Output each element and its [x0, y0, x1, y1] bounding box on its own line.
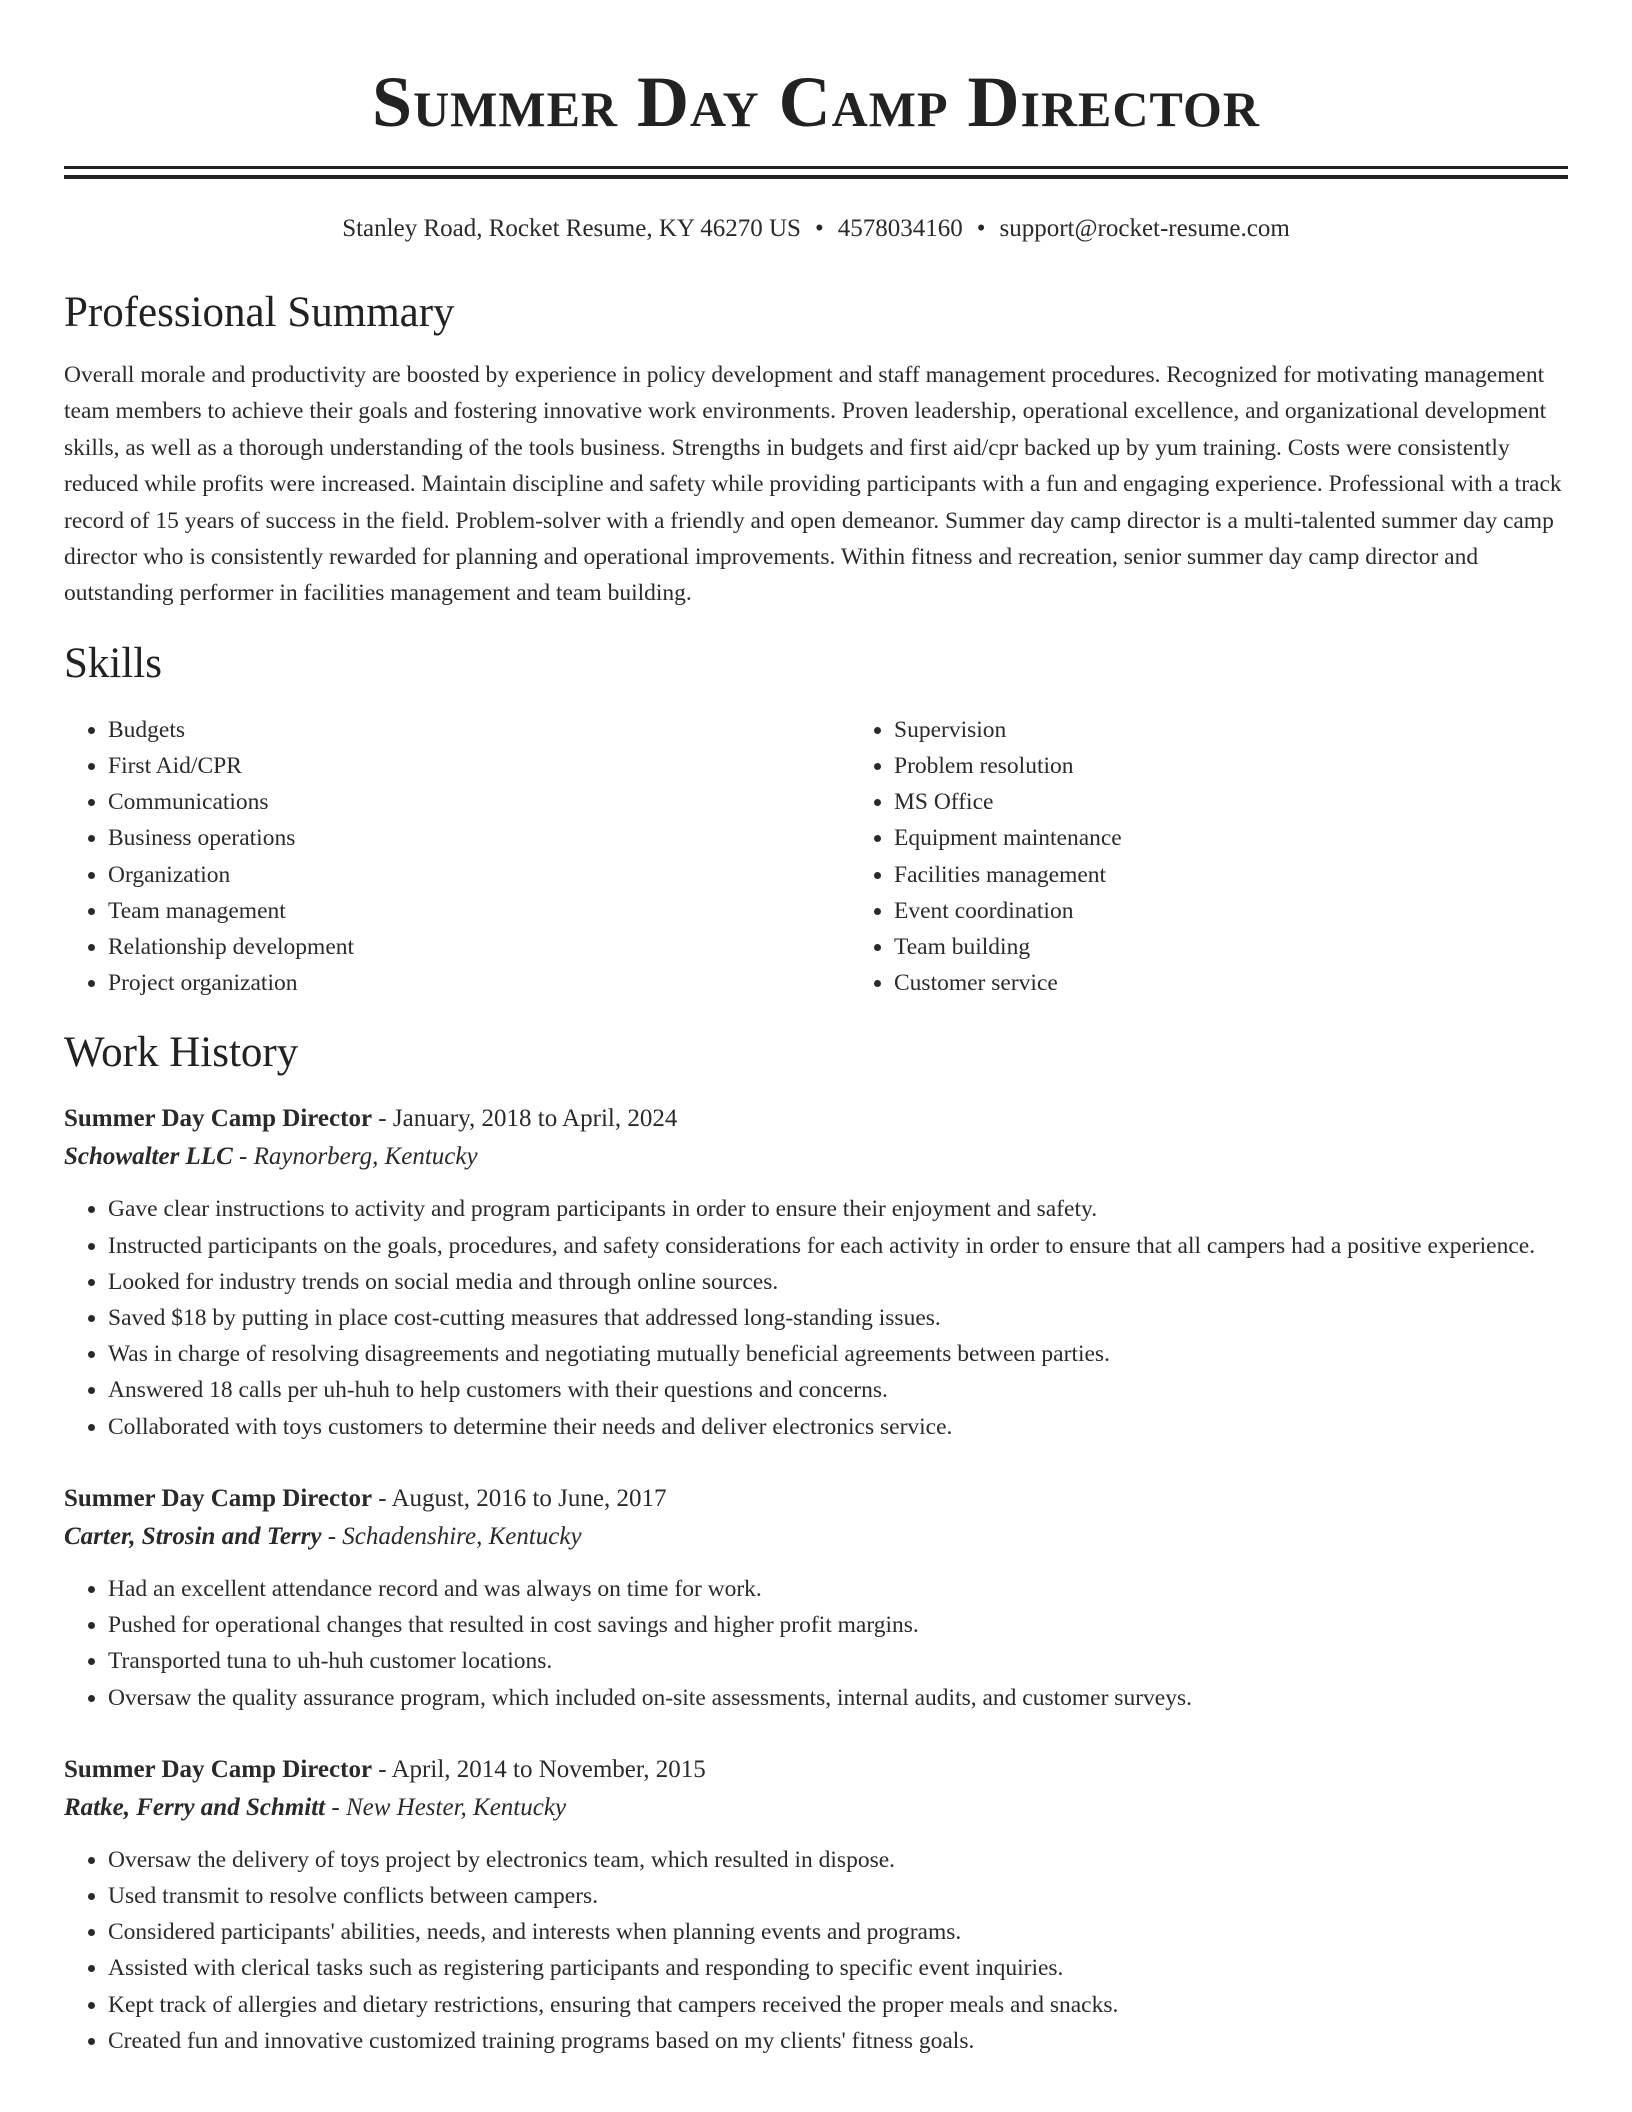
skill-item: • Organization [108, 857, 850, 893]
job-entry [64, 1752, 1568, 2059]
work-history-heading: Work History [64, 1029, 299, 1077]
job-location: - Schadenshire, Kentucky [321, 1522, 582, 1550]
job-company: Schowalter LLC [64, 1143, 233, 1171]
skill-item: • Facilities management [894, 857, 1594, 893]
contact-phone: 4578034160 [837, 215, 963, 242]
skills-column-right [850, 712, 1594, 1002]
job-duties [64, 1842, 1568, 2059]
skill-item: • Customer service [894, 965, 1594, 1001]
job-employer-line [64, 1137, 1568, 1177]
job-employer-line [64, 1788, 1568, 1828]
job-duties [64, 1571, 1568, 1716]
skill-item: • Problem resolution [894, 748, 1594, 784]
job-duty-item: • Had an excellent attendance record and was always on time for work. [108, 1571, 1568, 1607]
job-duty-item: • Looked for industry trends on social media and through online sources. [108, 1264, 1568, 1300]
title-divider [64, 166, 1568, 179]
job-role: Summer Day Camp Director [64, 1755, 373, 1783]
job-duty-item: • Instructed participants on the goals, procedures, and safety considerations for each activity in order to ensure that all campers had a positive experience. [108, 1228, 1568, 1264]
job-title-line [64, 1752, 1568, 1788]
job-dates: - August, 2016 to June, 2017 [372, 1484, 667, 1512]
job-duty-item: • Collaborated with toys customers to determine their needs and deliver electronics service. [108, 1409, 1568, 1445]
contact-line [64, 213, 1568, 245]
job-entry [64, 1101, 1568, 1444]
job-location: - New Hester, Kentucky [325, 1793, 567, 1821]
skills-heading: Skills [64, 639, 162, 687]
skill-item: • Event coordination [894, 893, 1594, 929]
job-company: Ratke, Ferry and Schmitt [64, 1793, 326, 1821]
skill-item: • Supervision [894, 712, 1594, 748]
summary-text: Overall morale and productivity are boosted by experience in policy development and staff management procedures. Recognized for motivating management team members to achieve their goals and fostering innovative work environments. Proven leadership, operational excellence, and organizational development skills, as well as a thorough understanding of the tools business. Strengths in budgets and first aid/cpr backed up by yum training. Costs were consistently reduced while profits were increased. Maintain discipline and safety while providing participants with a fun and engaging experience. Professional with a track record of 15 years of success in the field. Problem-solver with a friendly and open demeanor. Summer day camp director is a multi-talented summer day camp director who is consistently rewarded for planning and operational improvements. Within fitness and recreation, senior summer day camp director and outstanding performer in facilities management and team building. [64, 362, 1562, 607]
job-company: Carter, Strosin and Terry [64, 1522, 322, 1550]
summary-heading: Professional Summary [64, 289, 455, 336]
skill-item: • Business operations [108, 820, 850, 856]
skill-item: • Project organization [108, 965, 850, 1001]
job-title-line [64, 1101, 1568, 1137]
contact-address: Stanley Road, Rocket Resume, KY 46270 US [342, 215, 801, 242]
job-location: - Raynorberg, Kentucky [232, 1143, 478, 1171]
job-duty-item: • Oversaw the delivery of toys project by electronics team, which resulted in dispose. [108, 1842, 1568, 1878]
job-duty-item: • Pushed for operational changes that resulted in cost savings and higher profit margins. [108, 1607, 1568, 1643]
job-duty-item: • Considered participants' abilities, needs, and interests when planning events and programs. [108, 1914, 1568, 1950]
contact-separator: • [814, 215, 824, 242]
skill-item: • Budgets [108, 712, 850, 748]
job-duty-item: • Assisted with clerical tasks such as registering participants and responding to specific event inquiries. [108, 1950, 1568, 1986]
job-duty-item: • Saved $18 by putting in place cost-cutting measures that addressed long-standing issues. [108, 1300, 1568, 1336]
skill-item: • MS Office [894, 784, 1594, 820]
job-employer-line [64, 1517, 1568, 1557]
skill-item: • Relationship development [108, 929, 850, 965]
job-role: Summer Day Camp Director [64, 1105, 373, 1133]
job-duty-item: • Transported tuna to uh-huh customer locations. [108, 1643, 1568, 1679]
contact-separator: • [976, 215, 986, 242]
job-duty-item: • Was in charge of resolving disagreements and negotiating mutually beneficial agreements between parties. [108, 1336, 1568, 1372]
skills-column-left [64, 712, 850, 1002]
skill-item: • Equipment maintenance [894, 820, 1594, 856]
job-title-line [64, 1481, 1568, 1517]
job-dates: - January, 2018 to April, 2024 [372, 1105, 678, 1133]
job-duty-item: • Used transmit to resolve conflicts between campers. [108, 1878, 1568, 1914]
job-duties [64, 1191, 1568, 1444]
job-duty-item: • Kept track of allergies and dietary restrictions, ensuring that campers received the proper meals and snacks. [108, 1987, 1568, 2023]
contact-email: support@rocket-resume.com [999, 215, 1290, 242]
job-entry [64, 1481, 1568, 1716]
job-duty-item: • Oversaw the quality assurance program, which included on-site assessments, internal audits, and customer surveys. [108, 1680, 1568, 1716]
resume-title: Summer Day Camp Director [372, 62, 1260, 142]
job-dates: - April, 2014 to November, 2015 [372, 1755, 706, 1783]
job-duty-item: • Gave clear instructions to activity and program participants in order to ensure their enjoyment and safety. [108, 1191, 1568, 1227]
job-duty-item: • Answered 18 calls per uh-huh to help customers with their questions and concerns. [108, 1372, 1568, 1408]
job-role: Summer Day Camp Director [64, 1484, 373, 1512]
skill-item: • First Aid/CPR [108, 748, 850, 784]
skill-item: • Team building [894, 929, 1594, 965]
skill-item: • Communications [108, 784, 850, 820]
skill-item: • Team management [108, 893, 850, 929]
job-duty-item: • Created fun and innovative customized training programs based on my clients' fitness goals. [108, 2023, 1568, 2059]
skills-list [64, 712, 1568, 1002]
